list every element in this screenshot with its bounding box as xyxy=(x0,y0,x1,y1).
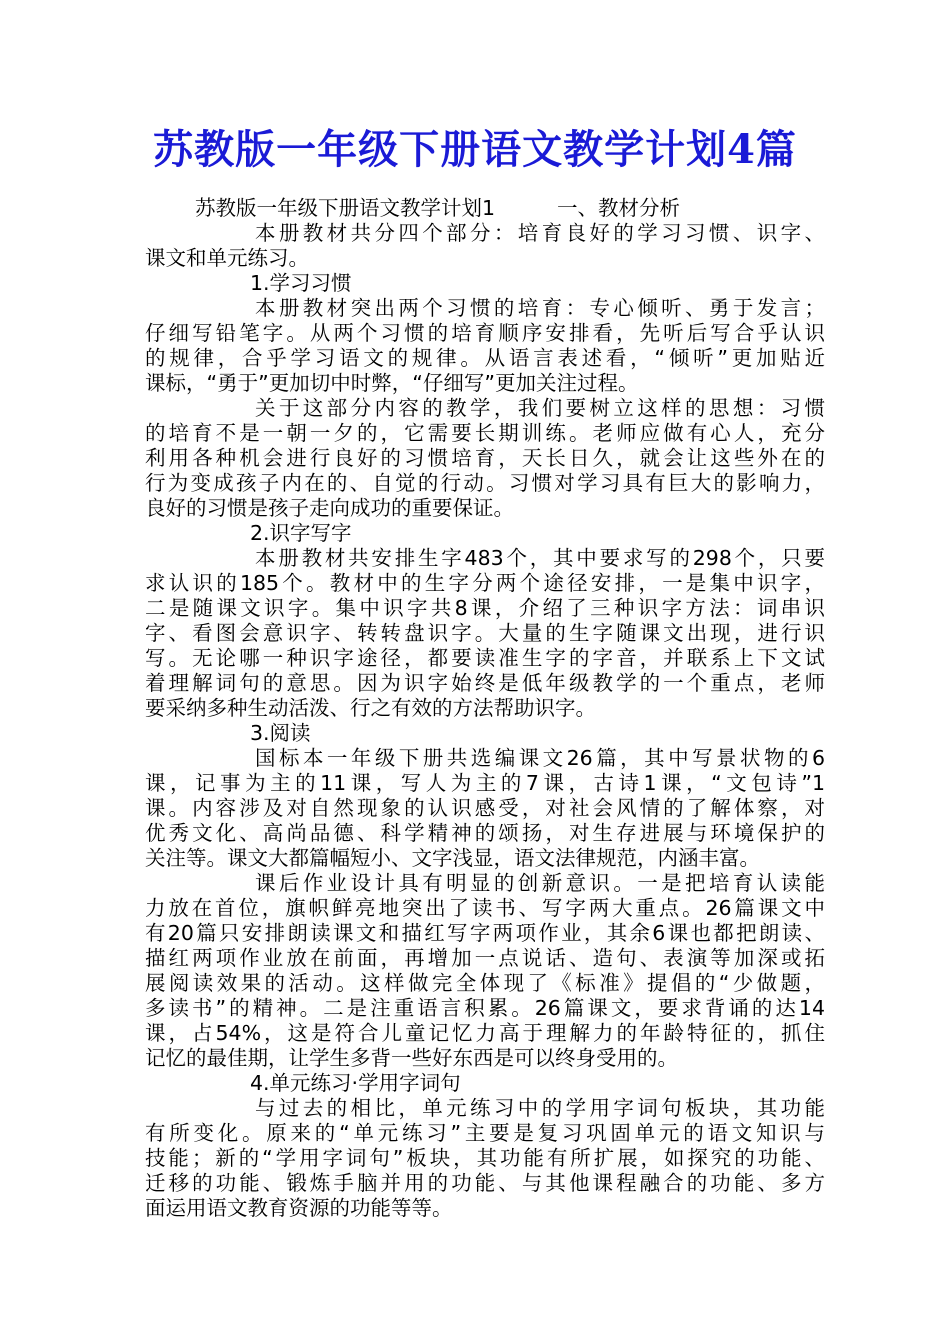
document-title: 苏教版一年级下册语文教学计划4篇 xyxy=(153,126,797,173)
paragraph-line: 课，占54%，这是符合儿童记忆力高于理解力的年龄特征的，抓住 xyxy=(145,1021,825,1045)
paragraph-line: 力放在首位，旗帜鲜亮地突出了读书、写字两大重点。26篇课文中 xyxy=(145,896,825,920)
paragraph-line: 行为变成孩子内在的、自觉的行动。习惯对学习具有巨大的影响力， xyxy=(145,471,825,495)
paragraph-line: 要采纳多种生动活泼、行之有效的方法帮助识字。 xyxy=(145,696,596,720)
paragraph-line: 优秀文化、高尚品德、科学精神的颂扬，对生存进展与环境保护的 xyxy=(145,821,825,845)
paragraph-line: 写。无论哪一种识字途径，都要读准生字的字音，并联系上下文试 xyxy=(145,646,825,670)
document-body xyxy=(145,196,825,1221)
paragraph-line: 多读书”的精神。二是注重语言积累。26篇课文，要求背诵的达14 xyxy=(145,996,825,1020)
paragraph-line: 课。内容涉及对自然现象的认识感受，对社会风情的了解体察，对 xyxy=(145,796,825,820)
paragraph-line: 良好的习惯是孩子走向成功的重要保证。 xyxy=(145,496,514,520)
paragraph-line: 二是随课文识字。集中识字共8课，介绍了三种识字方法：词串识 xyxy=(145,596,825,620)
paragraph-line: 国标本一年级下册共选编课文26篇，其中写景状物的6 xyxy=(255,746,825,770)
paragraph-line: 本册教材共安排生字483个，其中要求写的298个，只要 xyxy=(255,546,825,570)
subheading: 3.阅读 xyxy=(250,721,311,745)
paragraph-line: 利用各种机会进行良好的习惯培育，天长日久，就会让这些外在的 xyxy=(145,446,825,470)
paragraph-line: 面运用语文教育资源的功能等等。 xyxy=(145,1196,453,1220)
paragraph-line: 技能；新的“学用字词句”板块，其功能有所扩展，如探究的功能、 xyxy=(145,1146,825,1170)
paragraph-line: 课，记事为主的11课，写人为主的7课，古诗1课，“文包诗”1 xyxy=(145,771,825,795)
intro-line xyxy=(145,196,825,221)
subheading: 1.学习习惯 xyxy=(250,271,352,295)
paragraph-line: 字、看图会意识字、转转盘识字。大量的生字随课文出现，进行识 xyxy=(145,621,825,645)
paragraph-line: 有20篇只安排朗读课文和描红写字两项作业，其余6课也都把朗读、 xyxy=(145,921,825,945)
paragraph-line: 关注等。课文大都篇幅短小、文字浅显，语文法律规范，内涵丰富。 xyxy=(145,846,760,870)
paragraph-line: 课标，“勇于”更加切中时弊，“仔细写”更加关注过程。 xyxy=(145,371,639,395)
paragraph-line: 与过去的相比，单元练习中的学用字词句板块，其功能 xyxy=(255,1096,825,1120)
paragraph-line: 的培育不是一朝一夕的，它需要长期训练。老师应做有心人，充分 xyxy=(145,421,825,445)
paragraph-line: 课后作业设计具有明显的创新意识。一是把培育认读能 xyxy=(255,871,825,895)
paragraph-line: 记忆的最佳期，让学生多背一些好东西是可以终身受用的。 xyxy=(145,1046,678,1070)
paragraph-line: 有所变化。原来的“单元练习”主要是复习巩固单元的语文知识与 xyxy=(145,1121,825,1145)
subheading: 2.识字写字 xyxy=(250,521,352,545)
paragraph-line: 课文和单元练习。 xyxy=(145,246,309,270)
paragraph-line: 本册教材突出两个习惯的培育：专心倾听、勇于发言； xyxy=(255,296,825,320)
paragraph-line: 展阅读效果的活动。这样做完全体现了《标准》提倡的“少做题， xyxy=(145,971,825,995)
paragraph-line: 迁移的功能、锻炼手脑并用的功能、与其他课程融合的功能、多方 xyxy=(145,1171,825,1195)
paragraph-line: 求认识的185个。教材中的生字分两个途径安排，一是集中识字， xyxy=(145,571,825,595)
section-heading: 一、教材分析 xyxy=(557,196,681,220)
paragraph-line: 描红两项作业放在前面，再增加一点说话、造句、表演等加深或拓 xyxy=(145,946,825,970)
paragraph-line: 仔细写铅笔字。从两个习惯的培育顺序安排看，先听后写合乎认识 xyxy=(145,321,825,345)
subheading: 4.单元练习·学用字词句 xyxy=(250,1071,461,1095)
paragraph-line: 着理解词句的意思。因为识字始终是低年级教学的一个重点，老师 xyxy=(145,671,825,695)
paragraph-line: 的规律，合乎学习语文的规律。从语言表述看，“倾听”更加贴近 xyxy=(145,346,825,370)
paragraph-line: 本册教材共分四个部分：培育良好的学习习惯、识字、 xyxy=(255,221,825,245)
paragraph-line: 关于这部分内容的教学，我们要树立这样的思想：习惯 xyxy=(255,396,825,420)
doc-label: 苏教版一年级下册语文教学计划1 xyxy=(195,196,496,220)
